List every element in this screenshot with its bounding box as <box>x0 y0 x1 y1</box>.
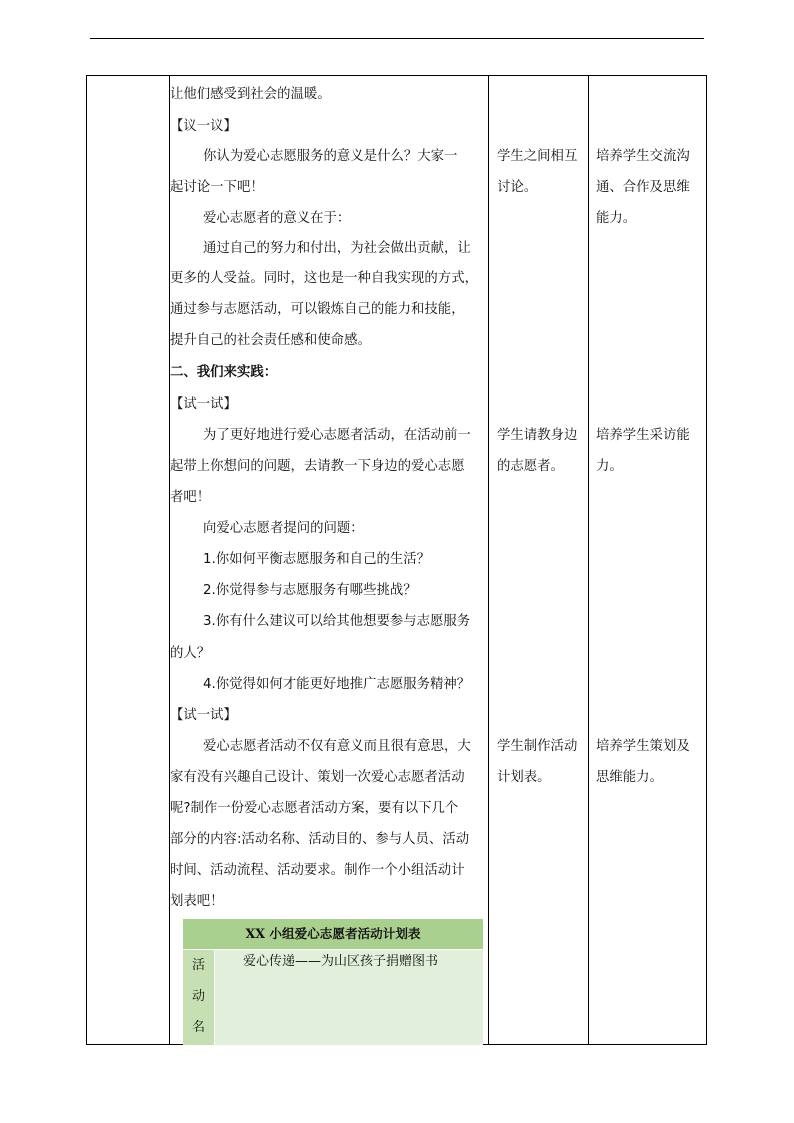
design-goal-3-line2: 思维能力。 <box>596 770 663 785</box>
design-goal-2-line2: 力。 <box>596 459 623 474</box>
plan-label-char: 活 <box>191 958 205 973</box>
text-line: 起带上你想问的问题，去请教一下身边的爱心志愿 <box>170 459 465 474</box>
text-line: 向爱心志愿者提问的问题： <box>203 521 364 536</box>
text-line: 爱心志愿者活动不仅有意义而且很有意思，大 <box>203 739 471 754</box>
section-heading: 【议一议】 <box>170 119 237 134</box>
section-heading: 【试一试】 <box>170 708 237 723</box>
design-goal-1-line1: 培养学生交流沟 <box>596 149 690 164</box>
text-line: 为了更好地进行爱心志愿者活动，在活动前一 <box>203 428 471 443</box>
student-activity-2-line2: 的志愿者。 <box>497 459 564 474</box>
text-line: 的人？ <box>170 646 211 661</box>
design-goal-3-line1: 培养学生策划及 <box>596 739 690 754</box>
text-line: 你认为爱心志愿服务的意义是什么？大家一 <box>203 149 458 164</box>
text-line: 通过自己的努力和付出，为社会做出贡献，让 <box>203 241 471 256</box>
design-goal-2-line1: 培养学生采访能 <box>596 428 690 443</box>
plan-activity-name: 爱心传递——为山区孩子捐赠图书 <box>215 950 483 1045</box>
text-line: 提升自己的社会责任感和使命感。 <box>170 333 371 348</box>
text-line: 让他们感受到社会的温暖。 <box>170 87 331 102</box>
plan-table-title: XX 小组爱心志愿者活动计划表 <box>183 919 483 950</box>
header-rule <box>90 38 704 39</box>
section-heading: 【试一试】 <box>170 397 237 412</box>
text-line: 爱心志愿者的意义在于： <box>203 211 351 226</box>
text-line: 更多的人受益。同时，这也是一种自我实现的方式， <box>170 271 478 286</box>
design-goal-1-line3: 能力。 <box>596 211 637 226</box>
text-line: 起讨论一下吧！ <box>170 180 264 195</box>
text-line: 部分的内容:活动名称、活动目的、参与人员、活动 <box>170 832 470 847</box>
student-activity-1-line2: 讨论。 <box>497 180 538 195</box>
plan-label-char: 动 <box>191 989 205 1004</box>
question-item: 4.你觉得如何才能更好地推广志愿服务精神？ <box>203 677 471 692</box>
student-activity-3-line2: 计划表。 <box>497 770 551 785</box>
question-item: 2.你觉得参与志愿服务有哪些挑战？ <box>203 583 417 598</box>
activity-plan-table <box>183 919 483 1045</box>
plan-label-cell <box>183 950 215 1045</box>
text-line: 呢?制作一份爱心志愿者活动方案，要有以下几个 <box>170 801 459 816</box>
student-activity-2-line1: 学生请教身边 <box>497 428 578 443</box>
section-heading: 二、我们来实践： <box>170 365 278 380</box>
question-item: 3.你有什么建议可以给其他想要参与志愿服务 <box>203 614 471 629</box>
column-divider-3 <box>588 75 589 1045</box>
design-goal-1-line2: 通、合作及思维 <box>596 180 690 195</box>
text-line: 者吧！ <box>170 490 211 505</box>
text-line: 时间、活动流程、活动要求。制作一个小组活动计 <box>170 863 465 878</box>
student-activity-1-line1: 学生之间相互 <box>497 149 578 164</box>
text-line: 划表吧！ <box>170 894 224 909</box>
text-line: 家有没有兴趣自己设计、策划一次爱心志愿者活动 <box>170 770 465 785</box>
student-activity-3-line1: 学生制作活动 <box>497 739 578 754</box>
column-divider-2 <box>488 75 489 1045</box>
question-item: 1.你如何平衡志愿服务和自己的生活？ <box>203 552 431 567</box>
plan-label-char: 名 <box>191 1020 205 1035</box>
text-line: 通过参与志愿活动，可以锻炼自己的能力和技能， <box>170 302 465 317</box>
